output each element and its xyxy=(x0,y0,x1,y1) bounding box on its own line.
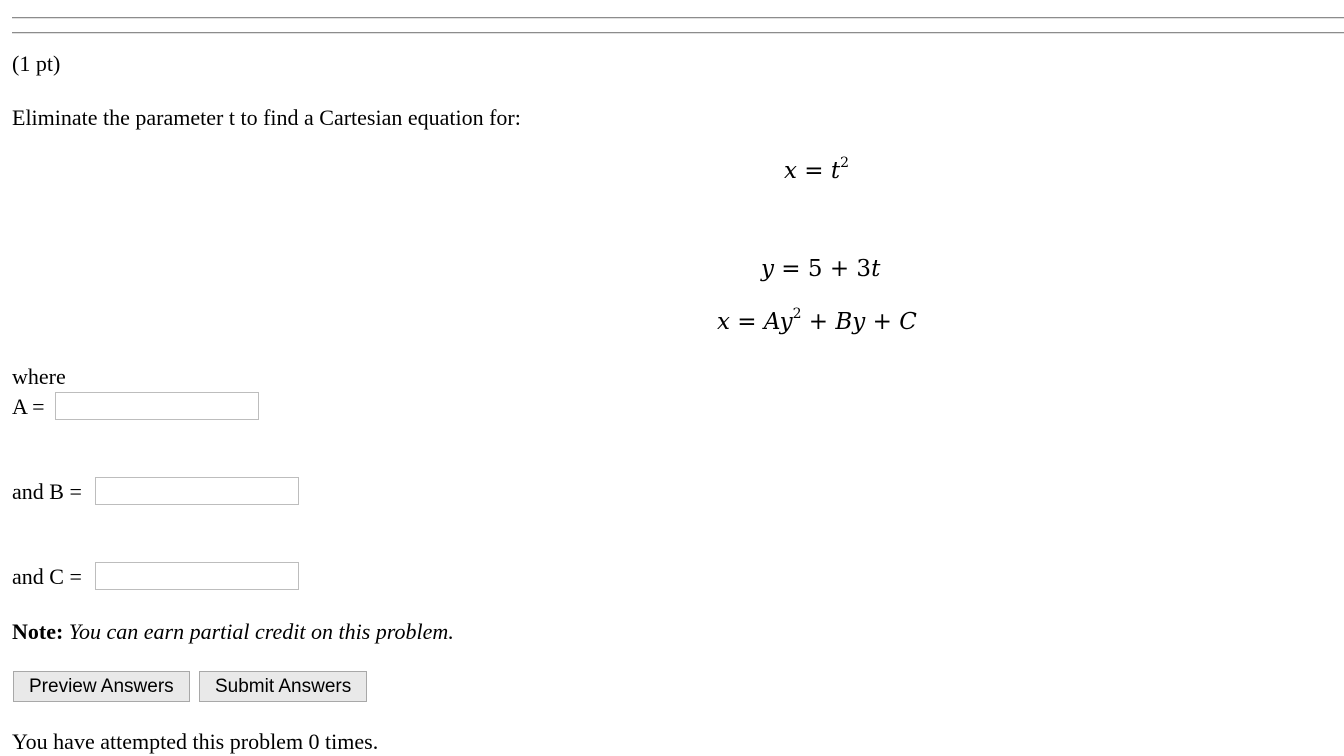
answer-b-input[interactable] xyxy=(95,477,299,505)
where-label: where xyxy=(12,364,66,389)
attempts-status: You have attempted this problem 0 times. xyxy=(12,729,379,754)
answer-c-input[interactable] xyxy=(95,562,299,590)
equation-y-param: y = 5 + 3t xyxy=(761,256,881,282)
answer-b-label: and B = xyxy=(12,479,82,504)
answer-a-input[interactable] xyxy=(55,392,259,420)
top-divider xyxy=(12,17,1344,19)
submit-answers-button[interactable]: Submit Answers xyxy=(199,671,367,702)
top-divider-secondary xyxy=(12,32,1344,34)
answer-a-label: A = xyxy=(12,394,45,419)
note-label: Note: xyxy=(12,619,64,644)
answer-c-label: and C = xyxy=(12,564,82,589)
problem-prompt: Eliminate the parameter t to find a Cartesian equation for: xyxy=(12,105,521,130)
equation-cartesian-form: $x = Ay^2 + By + C$ xyxy=(717,306,917,335)
note-text: You can earn partial credit on this problem. xyxy=(68,619,454,644)
preview-answers-button[interactable]: Preview Answers xyxy=(13,671,190,702)
partial-credit-note xyxy=(12,619,454,645)
points-label: (1 pt) xyxy=(12,51,61,76)
equation-x-param: $x = t^2$ xyxy=(784,155,850,184)
